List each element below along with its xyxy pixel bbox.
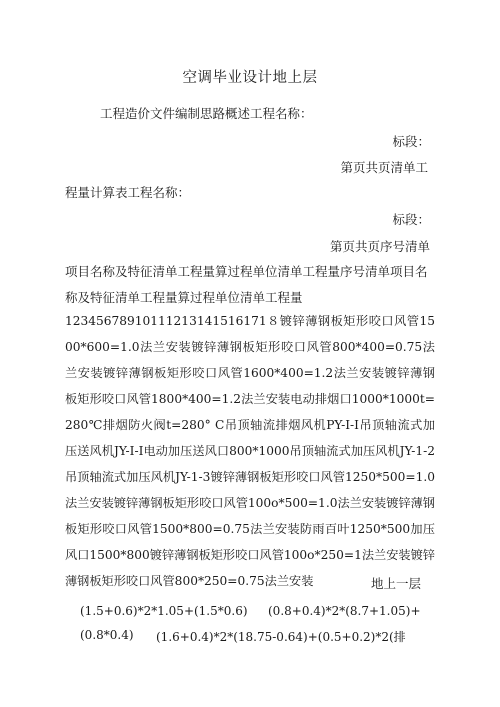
bid-section-label: 标段：: [392, 212, 430, 227]
calculation-formula: (0.8*0.4): [80, 628, 134, 642]
calculation-formula: (1.6+0.4)*2*(18.75-0.64)+(0.5+0.2)*2(排: [156, 630, 406, 644]
table-header-line: 称及特征清单工程量算过程单位清单工程量: [65, 290, 303, 305]
table-header-line: 项目名称及特征清单工程量算过程单位清单工程量序号清单项目名: [65, 264, 428, 279]
calculation-formula: (0.8+0.4)*2*(8.7+1.05)+: [268, 604, 421, 618]
body-paragraph: 12345678910111213141516171８镀锌薄钢板矩形咬口风管1500*600=1.0法兰安装镀锌薄钢板矩形咬口风管800*400=0.75法兰安装镀锌薄钢板矩形咬口风管1600*400=1.2法兰安装镀锌薄钢板矩形咬口风管1800*400=1.2法兰安装电动排烟口1000*1000t=280℃排烟防火阀t=280° C吊顶轴流排烟风机PY-I-I吊顶轴流式加压送风机JY-I-I电动加压送风口800*1000吊顶轴流式加压风机JY-1-2吊顶轴流式加压风机JY-1-3镀锌薄钢板矩形咬口风管1250*500=1.0法兰安装镀锌薄钢板矩形咬口风管100o*500=1.0法兰安装镀锌薄钢板矩形咬口风管1500*800=0.75法兰安装防雨百叶1250*500加压风口1500*800镀锌薄钢板矩形咬口风管100o*250=1法兰安装镀锌薄钢板矩形咬口风管800*250=0.75法兰安装: [65, 314, 435, 588]
page-info: 第页共页序号清单: [329, 239, 430, 254]
table-title-line: 程量计算表工程名称：: [65, 185, 191, 200]
heading-line: 工程造价文件编制思路概述工程名称：: [100, 106, 313, 121]
calculation-formula: (1.5+0.6)*2*1.05+(1.5*0.6): [80, 604, 248, 618]
floor-label: 地上一层: [371, 576, 422, 591]
page-info: 第页共页清单工: [340, 160, 428, 175]
document-title: 空调毕业设计地上层: [182, 70, 318, 86]
bid-section-label: 标段：: [392, 134, 430, 149]
